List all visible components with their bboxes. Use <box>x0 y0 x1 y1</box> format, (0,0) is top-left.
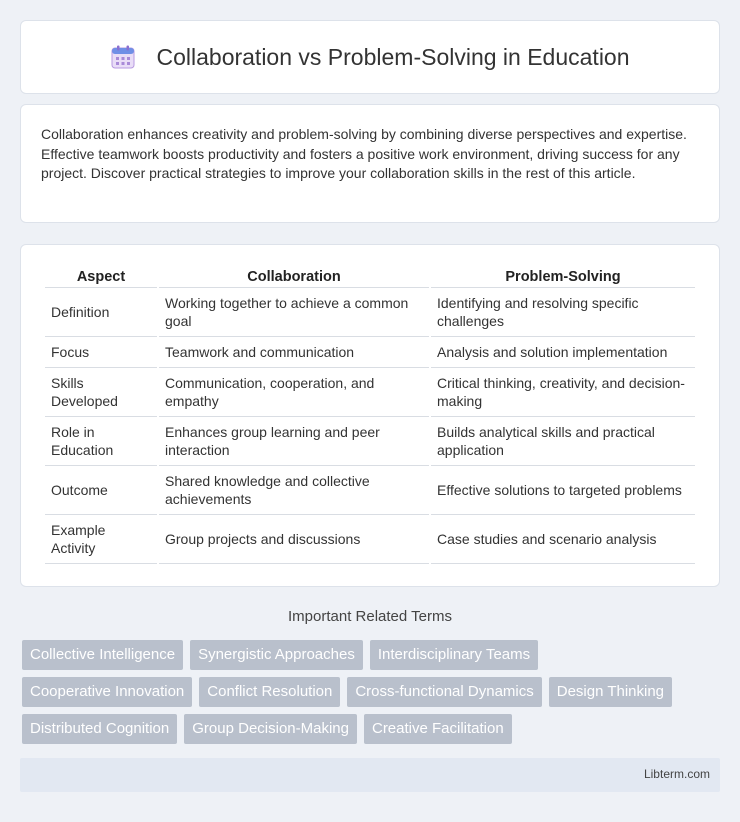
cell-aspect: Skills Developed <box>45 368 157 417</box>
table-row <box>45 515 695 564</box>
cell-problem-solving: Analysis and solution implementation <box>431 337 695 368</box>
tag-group-decision-making[interactable]: Group Decision-Making <box>184 714 357 744</box>
tag-conflict-resolution[interactable]: Conflict Resolution <box>199 677 340 707</box>
tag-distributed-cognition[interactable]: Distributed Cognition <box>22 714 177 744</box>
intro-text: Collaboration enhances creativity and problem-solving by combining diverse perspectives and expertise. Effective teamwork boosts productivity and fosters a positive work environment, driving success for any project. Discover practical strategies to improve your collaboration skills in the rest of this article. <box>41 126 687 181</box>
cell-aspect: Example Activity <box>45 515 157 564</box>
footer <box>20 758 720 792</box>
tag-collective-intelligence[interactable]: Collective Intelligence <box>22 640 183 670</box>
tag-cooperative-innovation[interactable]: Cooperative Innovation <box>22 677 192 707</box>
intro-card <box>20 104 720 223</box>
cell-aspect: Outcome <box>45 466 157 515</box>
calendar-icon <box>110 44 136 70</box>
cell-problem-solving: Builds analytical skills and practical application <box>431 417 695 466</box>
table-row <box>45 288 695 337</box>
cell-aspect: Focus <box>45 337 157 368</box>
cell-collaboration: Shared knowledge and collective achievements <box>159 466 429 515</box>
cell-problem-solving: Critical thinking, creativity, and decision-making <box>431 368 695 417</box>
cell-collaboration: Group projects and discussions <box>159 515 429 564</box>
table-row <box>45 417 695 466</box>
cell-collaboration: Communication, cooperation, and empathy <box>159 368 429 417</box>
comparison-table-card <box>20 244 720 587</box>
related-terms-title: Important Related Terms <box>288 608 452 625</box>
header-problem-solving: Problem-Solving <box>431 265 695 288</box>
cell-collaboration: Working together to achieve a common goal <box>159 288 429 337</box>
tag-design-thinking[interactable]: Design Thinking <box>549 677 672 707</box>
cell-problem-solving: Case studies and scenario analysis <box>431 515 695 564</box>
header-card <box>20 20 720 94</box>
cell-aspect: Role in Education <box>45 417 157 466</box>
comparison-table <box>43 265 697 564</box>
cell-aspect: Definition <box>45 288 157 337</box>
cell-problem-solving: Effective solutions to targeted problems <box>431 466 695 515</box>
tag-creative-facilitation[interactable]: Creative Facilitation <box>364 714 512 744</box>
tag-row <box>22 714 722 744</box>
tag-cross-functional-dynamics[interactable]: Cross-functional Dynamics <box>347 677 541 707</box>
cell-collaboration: Enhances group learning and peer interaction <box>159 417 429 466</box>
tag-interdisciplinary-teams[interactable]: Interdisciplinary Teams <box>370 640 538 670</box>
table-row <box>45 368 695 417</box>
table-row <box>45 466 695 515</box>
page-title: Collaboration vs Problem-Solving in Education <box>156 43 630 70</box>
cell-collaboration: Teamwork and communication <box>159 337 429 368</box>
footer-site-link[interactable]: Libterm.com <box>643 767 710 781</box>
title-wrap <box>110 44 629 71</box>
header-aspect: Aspect <box>45 265 157 288</box>
header-collaboration: Collaboration <box>159 265 429 288</box>
related-terms-tags <box>22 640 722 751</box>
cell-problem-solving: Identifying and resolving specific challenges <box>431 288 695 337</box>
table-header-row <box>45 265 695 288</box>
tag-row <box>22 640 722 670</box>
table-row <box>45 337 695 368</box>
tag-synergistic-approaches[interactable]: Synergistic Approaches <box>190 640 363 670</box>
tag-row <box>22 677 722 707</box>
